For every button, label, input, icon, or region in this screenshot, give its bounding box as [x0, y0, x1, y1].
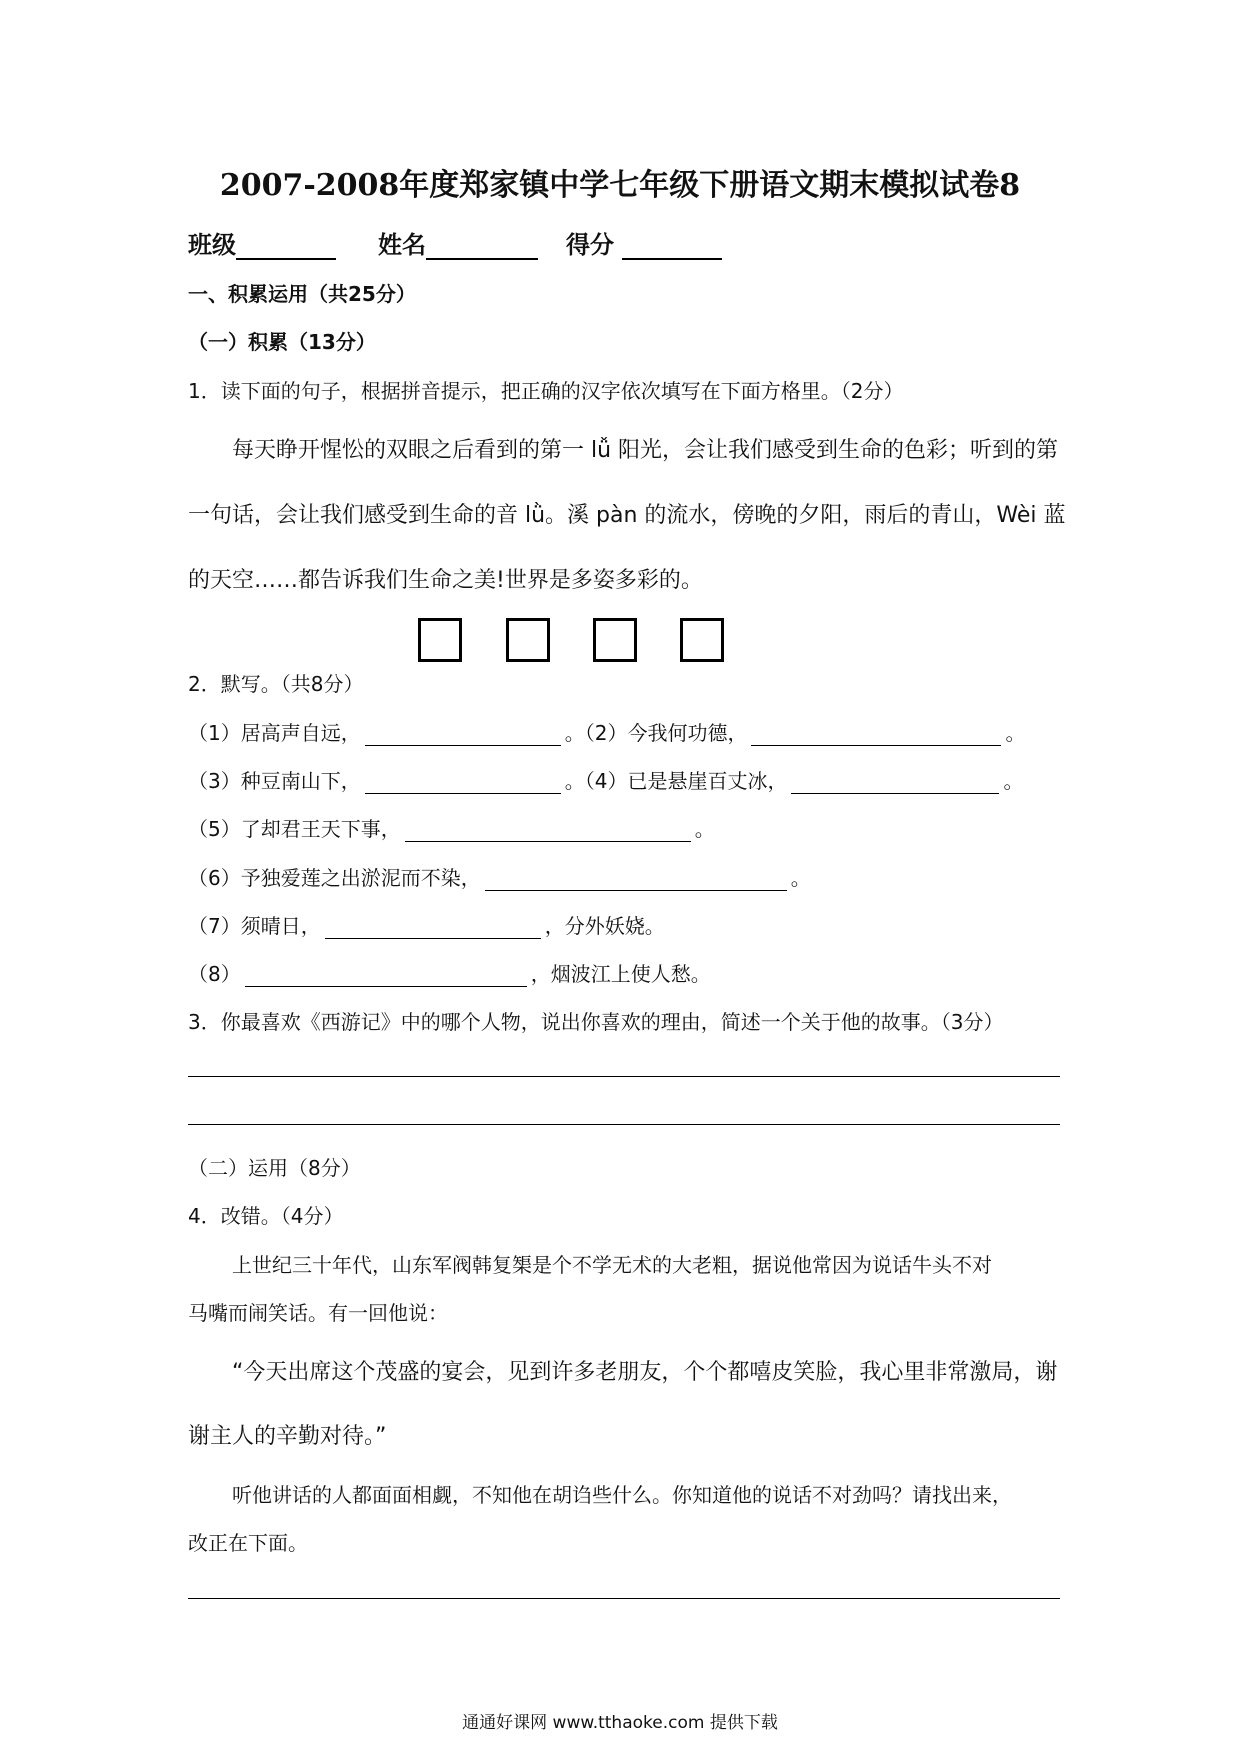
dictation-prompt: （3）种豆南山下，	[188, 769, 361, 793]
dictation-row	[188, 813, 715, 842]
answer-line[interactable]	[325, 918, 541, 939]
answer-line[interactable]	[751, 725, 1001, 746]
dictation-prompt: （6）予独爱莲之出淤泥而不染，	[188, 866, 481, 890]
dictation-end: 。	[790, 866, 811, 890]
class-label: 班级	[188, 231, 236, 259]
dictation-prompt: （1）居高声自远，	[188, 721, 361, 745]
dictation-prompt: ，烟波江上使人愁。	[530, 962, 711, 986]
name-label: 姓名	[378, 231, 426, 259]
name-field	[378, 225, 538, 260]
dictation-row	[188, 958, 711, 987]
question-1-text-line: 的天空……都告诉我们生命之美!世界是多姿多彩的。	[188, 568, 703, 593]
class-field	[188, 225, 336, 260]
answer-line[interactable]	[365, 773, 561, 794]
question-2-prompt: 2．默写。（共8分）	[188, 672, 364, 696]
dictation-prompt: （5）了却君王天下事，	[188, 817, 401, 841]
page-title: 2007-2008年度郑家镇中学七年级下册语文期末模拟试卷8	[219, 168, 1021, 203]
quote-line: “今天出席这个茂盛的宴会，见到许多老朋友，个个都嘻皮笑脸，我心里非常激局，谢	[232, 1360, 1058, 1385]
dictation-prompt: （8）	[188, 962, 241, 986]
answer-line[interactable]	[188, 1076, 1060, 1077]
dictation-end: 。	[1003, 769, 1024, 793]
answer-line[interactable]	[405, 821, 691, 842]
score-label: 得分	[566, 231, 614, 259]
answer-line[interactable]	[188, 1598, 1060, 1599]
paragraph-line: 上世纪三十年代，山东军阀韩复榘是个不学无术的大老粗，据说他常因为说话牛头不对	[232, 1253, 992, 1277]
dictation-prompt: 。（4）已是悬崖百丈冰，	[564, 769, 788, 793]
footer-text: 通通好课网 www.tthaoke.com 提供下载	[462, 1713, 778, 1733]
answer-box[interactable]	[418, 618, 462, 662]
dictation-prompt: 。（2）今我何功德，	[564, 721, 748, 745]
name-blank[interactable]	[426, 232, 538, 260]
dictation-row	[188, 765, 1023, 794]
paragraph-line: 改正在下面。	[188, 1531, 308, 1555]
answer-line[interactable]	[188, 1124, 1060, 1125]
dictation-prompt: （7）须晴日，	[188, 914, 321, 938]
dictation-row	[188, 862, 811, 891]
dictation-end: 。	[1005, 721, 1026, 745]
paragraph-line: 马嘴而闹笑话。有一回他说：	[188, 1301, 448, 1325]
subsection-heading: （二）运用（8分）	[188, 1156, 361, 1180]
paragraph-line: 听他讲话的人都面面相觑，不知他在胡诌些什么。你知道他的说话不对劲吗？请找出来，	[232, 1483, 1012, 1507]
dictation-prompt: ，分外妖娆。	[544, 914, 665, 938]
subsection-heading: （一）积累（13分）	[188, 330, 376, 354]
score-blank[interactable]	[622, 232, 722, 260]
answer-box[interactable]	[593, 618, 637, 662]
answer-line[interactable]	[485, 870, 787, 891]
class-blank[interactable]	[236, 232, 336, 260]
answer-line[interactable]	[791, 773, 999, 794]
section-heading: 一、积累运用（共25分）	[188, 282, 416, 306]
question-1-prompt: 1．读下面的句子，根据拼音提示，把正确的汉字依次填写在下面方格里。（2分）	[188, 379, 904, 403]
answer-line[interactable]	[245, 966, 527, 987]
question-1-text-line: 一句话，会让我们感受到生命的音 lǜ。溪 pàn 的流水，傍晚的夕阳，雨后的青山，Wèi 蓝	[188, 503, 1066, 528]
score-field	[566, 225, 722, 260]
question-3-prompt: 3．你最喜欢《西游记》中的哪个人物，说出你喜欢的理由，简述一个关于他的故事。（3分）	[188, 1010, 1004, 1034]
dictation-row	[188, 717, 1025, 746]
question-1-text-line: 每天睁开惺忪的双眼之后看到的第一 lǚ 阳光，会让我们感受到生命的色彩；听到的第	[232, 438, 1059, 463]
answer-box[interactable]	[506, 618, 550, 662]
dictation-row	[188, 910, 665, 939]
quote-line: 谢主人的辛勤对待。”	[188, 1424, 387, 1449]
dictation-end: 。	[694, 817, 715, 841]
answer-line[interactable]	[365, 725, 561, 746]
question-4-prompt: 4．改错。（4分）	[188, 1204, 344, 1228]
answer-box[interactable]	[680, 618, 724, 662]
